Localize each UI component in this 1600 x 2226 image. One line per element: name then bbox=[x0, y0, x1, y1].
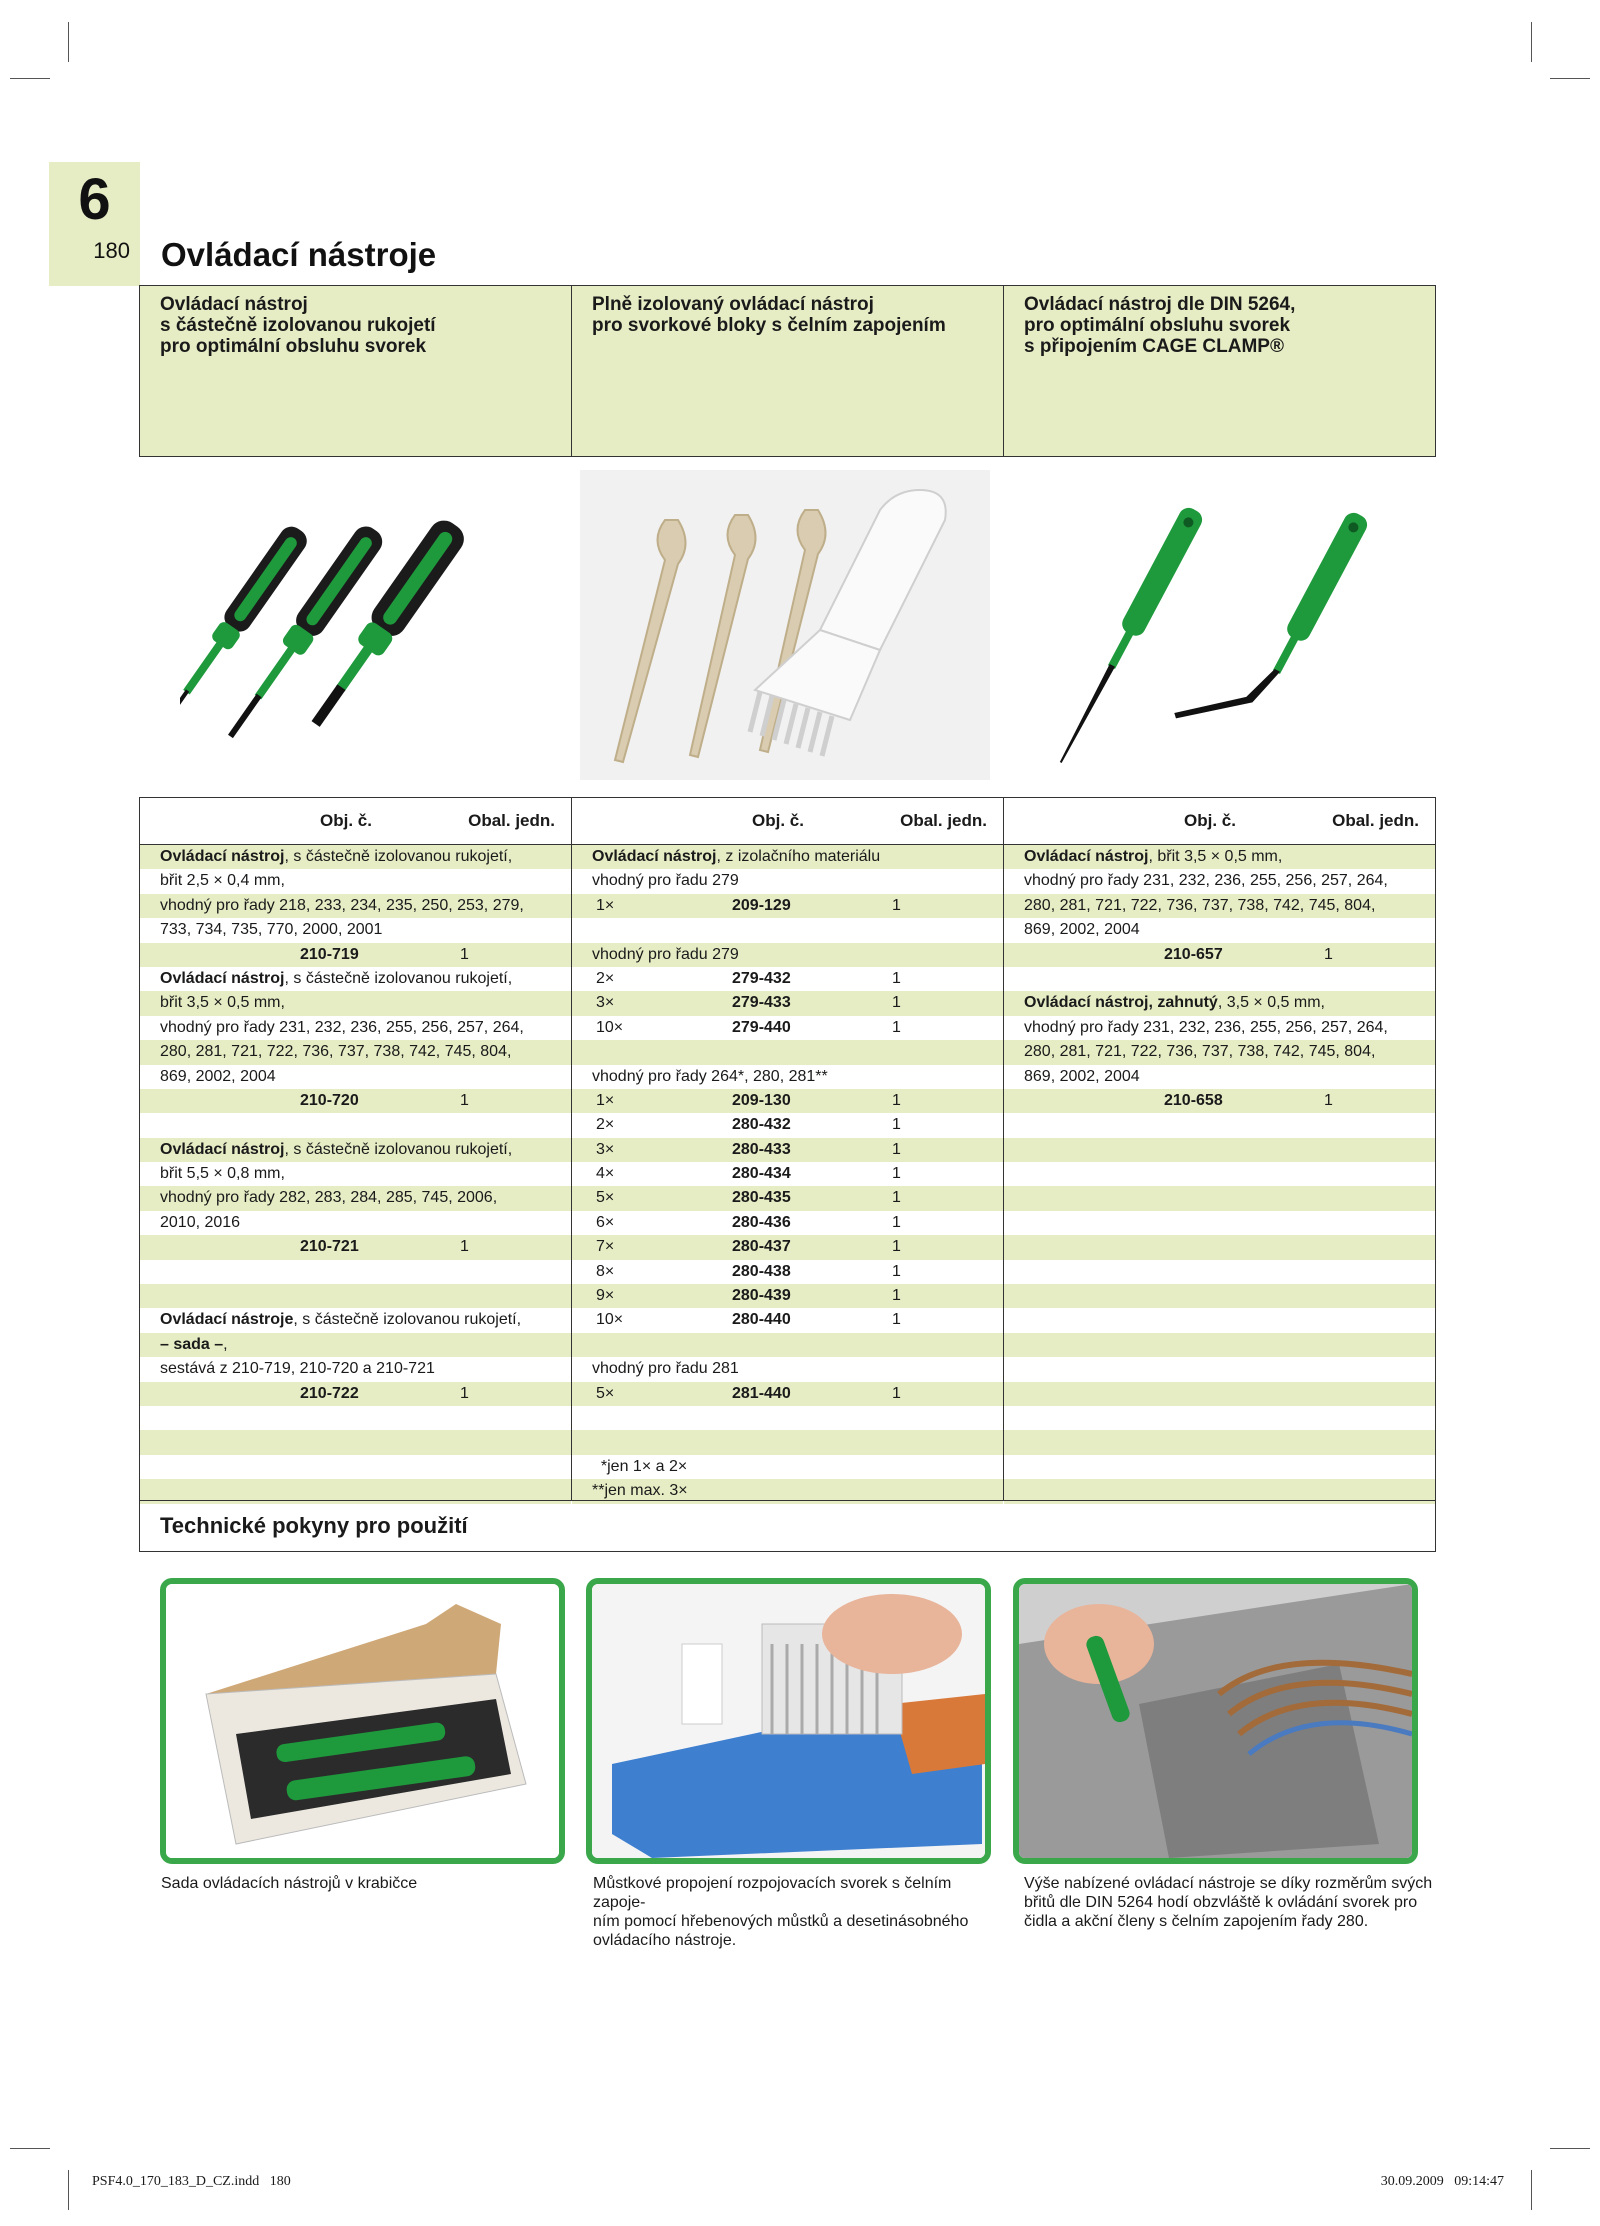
header-text: Ovládací nástroj dle DIN 5264, pro optimální obsluhu svorek s připojením CAGE CLAMP® bbox=[1024, 294, 1296, 357]
table-row bbox=[140, 845, 571, 869]
order-number: 280-438 bbox=[732, 1262, 791, 1280]
photo-comb-bridge bbox=[586, 1578, 991, 1864]
table-row bbox=[140, 1260, 571, 1284]
order-number: 210-657 bbox=[1164, 945, 1223, 963]
tool-box-illustration bbox=[166, 1584, 559, 1858]
table-row bbox=[1004, 1186, 1435, 1210]
pack-unit: 1 bbox=[892, 1384, 901, 1402]
pack-unit: 1 bbox=[460, 1384, 469, 1402]
table-row bbox=[140, 869, 571, 893]
table-row bbox=[572, 1308, 1003, 1332]
item-name: Ovládací nástroj, zahnutý bbox=[1024, 994, 1218, 1012]
item-name: Ovládací nástroj bbox=[160, 969, 285, 987]
pack-unit: 1 bbox=[1324, 1091, 1333, 1109]
table-row bbox=[140, 894, 571, 918]
pack-unit: 1 bbox=[892, 1311, 901, 1329]
table-row bbox=[1004, 918, 1435, 942]
item-description: 869, 2002, 2004 bbox=[160, 1067, 276, 1085]
item-description: vhodný pro řady 231, 232, 236, 255, 256, 257, 264, bbox=[1024, 872, 1388, 890]
pack-unit: 1 bbox=[892, 1213, 901, 1231]
table-row bbox=[572, 1089, 1003, 1113]
table-row bbox=[572, 1235, 1003, 1259]
table-row bbox=[1004, 1382, 1435, 1406]
table-row bbox=[1004, 1211, 1435, 1235]
column-header bbox=[572, 798, 1003, 845]
table-row bbox=[140, 1382, 571, 1406]
table-row bbox=[572, 1186, 1003, 1210]
header-col-2 bbox=[572, 286, 1004, 456]
pack-unit: 1 bbox=[892, 1238, 901, 1256]
photo-tool-box bbox=[160, 1578, 565, 1864]
item-description: 280, 281, 721, 722, 736, 737, 738, 742, 745, 804, bbox=[160, 1043, 512, 1061]
item-description: , s částečně izolovanou rukojetí, bbox=[293, 1311, 522, 1329]
table-row bbox=[1004, 1016, 1435, 1040]
item-description: *jen 1× a 2× bbox=[592, 1457, 688, 1475]
photo-din-terminal bbox=[1013, 1578, 1418, 1864]
quantity: 7× bbox=[596, 1238, 615, 1256]
table-row bbox=[140, 967, 571, 991]
item-name: – sada – bbox=[160, 1335, 224, 1353]
table-row bbox=[572, 1382, 1003, 1406]
pack-unit: 1 bbox=[892, 1018, 901, 1036]
order-number: 279-433 bbox=[732, 994, 791, 1012]
item-description: vhodný pro řady 264*, 280, 281** bbox=[592, 1067, 828, 1085]
item-description: vhodný pro řady 282, 283, 284, 285, 745, 2006, bbox=[160, 1189, 498, 1207]
item-description: břit 2,5 × 0,4 mm, bbox=[160, 872, 285, 890]
crop-mark bbox=[1531, 22, 1532, 62]
item-description: , z izolačního materiálu bbox=[716, 848, 881, 865]
item-description: , 3,5 × 0,5 mm, bbox=[1217, 994, 1325, 1012]
order-number: 280-437 bbox=[732, 1238, 791, 1256]
header-col-1 bbox=[140, 286, 572, 456]
quantity: 3× bbox=[596, 1140, 615, 1158]
table-row bbox=[572, 1113, 1003, 1137]
order-number: 210-721 bbox=[300, 1238, 359, 1256]
quantity: 5× bbox=[596, 1189, 615, 1207]
obal-header: Obal. jedn. bbox=[900, 811, 987, 830]
table-row bbox=[140, 1308, 571, 1332]
table-row bbox=[140, 943, 571, 967]
table-row bbox=[140, 1235, 571, 1259]
pack-unit: 1 bbox=[892, 994, 901, 1012]
order-number: 279-440 bbox=[732, 1018, 791, 1036]
table-row bbox=[1004, 1162, 1435, 1186]
item-description: **jen max. 3× bbox=[592, 1482, 688, 1500]
table-row bbox=[572, 991, 1003, 1015]
obj-header: Obj. č. bbox=[1184, 811, 1236, 830]
item-name: Ovládací nástroj bbox=[160, 1140, 285, 1158]
table-row bbox=[1004, 1308, 1435, 1332]
terminal-block-illustration bbox=[592, 1584, 985, 1858]
table-row bbox=[1004, 1065, 1435, 1089]
item-description: , s částečně izolovanou rukojetí, bbox=[284, 969, 513, 987]
quantity: 5× bbox=[596, 1384, 615, 1402]
table-row bbox=[572, 1211, 1003, 1235]
item-description: , bbox=[223, 1335, 228, 1353]
item-description: , břit 3,5 × 0,5 mm, bbox=[1148, 848, 1283, 865]
table-row bbox=[1004, 1113, 1435, 1137]
table-col-3 bbox=[1004, 798, 1435, 1500]
order-number: 279-432 bbox=[732, 969, 791, 987]
quantity: 1× bbox=[596, 896, 615, 914]
obj-header: Obj. č. bbox=[320, 811, 372, 830]
table-row bbox=[1004, 1333, 1435, 1357]
table-row bbox=[572, 967, 1003, 991]
table-row bbox=[572, 1430, 1003, 1454]
crop-mark bbox=[1531, 2170, 1532, 2210]
table-row bbox=[140, 1333, 571, 1357]
table-row bbox=[1004, 869, 1435, 893]
item-description: vhodný pro řady 231, 232, 236, 255, 256, 257, 264, bbox=[1024, 1018, 1388, 1036]
table-row bbox=[1004, 967, 1435, 991]
caption-1: Sada ovládacích nástrojů v krabičce bbox=[161, 1875, 418, 1892]
item-description: břit 3,5 × 0,5 mm, bbox=[160, 994, 285, 1012]
table-row bbox=[1004, 1357, 1435, 1381]
item-name: Ovládací nástroj bbox=[592, 848, 717, 865]
quantity: 8× bbox=[596, 1262, 615, 1280]
table-row bbox=[140, 1162, 571, 1186]
item-name: Ovládací nástroj bbox=[160, 848, 285, 865]
quantity: 1× bbox=[596, 1091, 615, 1109]
quantity: 4× bbox=[596, 1165, 615, 1183]
obal-header: Obal. jedn. bbox=[1332, 811, 1419, 830]
order-number: 280-435 bbox=[732, 1189, 791, 1207]
table-row bbox=[140, 918, 571, 942]
order-number: 210-658 bbox=[1164, 1091, 1223, 1109]
table-row bbox=[572, 1260, 1003, 1284]
obj-header: Obj. č. bbox=[752, 811, 804, 830]
table-row bbox=[572, 1357, 1003, 1381]
table-row bbox=[140, 1113, 571, 1137]
table-row bbox=[140, 1284, 571, 1308]
table-row bbox=[140, 1040, 571, 1064]
table-row bbox=[1004, 894, 1435, 918]
din-terminal-illustration bbox=[1019, 1584, 1412, 1858]
order-number: 280-439 bbox=[732, 1287, 791, 1305]
column-header bbox=[140, 798, 571, 845]
table-row bbox=[1004, 1138, 1435, 1162]
item-name: Ovládací nástroj bbox=[1024, 848, 1149, 865]
item-description: , s částečně izolovanou rukojetí, bbox=[284, 1140, 513, 1158]
table-row bbox=[140, 1016, 571, 1040]
table-row bbox=[1004, 1430, 1435, 1454]
order-number: 280-433 bbox=[732, 1140, 791, 1158]
table-row bbox=[140, 1357, 571, 1381]
chapter-number: 6 bbox=[78, 167, 111, 232]
order-number: 280-436 bbox=[732, 1213, 791, 1231]
insulated-tools-image bbox=[580, 470, 990, 780]
table-row bbox=[572, 918, 1003, 942]
table-row bbox=[1004, 1260, 1435, 1284]
crop-mark bbox=[10, 78, 50, 79]
header-col-3 bbox=[1004, 286, 1435, 456]
table-row bbox=[572, 1284, 1003, 1308]
table-row bbox=[1004, 943, 1435, 967]
item-description: sestává z 210-719, 210-720 a 210-721 bbox=[160, 1360, 435, 1378]
item-description: 869, 2002, 2004 bbox=[1024, 921, 1140, 939]
table-col-2 bbox=[572, 798, 1004, 1500]
header-text: Ovládací nástroj s částečně izolovanou rukojetí pro optimální obsluhu svorek bbox=[160, 294, 436, 357]
pack-unit: 1 bbox=[460, 1238, 469, 1256]
table-row bbox=[140, 1406, 571, 1430]
order-number: 281-440 bbox=[732, 1384, 791, 1402]
table-rows bbox=[1004, 845, 1435, 1504]
table-row bbox=[572, 1040, 1003, 1064]
crop-mark bbox=[10, 2148, 50, 2149]
pack-unit: 1 bbox=[892, 1116, 901, 1134]
pack-unit: 1 bbox=[892, 1091, 901, 1109]
table-row bbox=[572, 943, 1003, 967]
table-row bbox=[572, 845, 1003, 869]
item-description: vhodný pro řadu 281 bbox=[592, 1360, 739, 1378]
table-row bbox=[1004, 1040, 1435, 1064]
crop-mark bbox=[68, 22, 69, 62]
table-row bbox=[1004, 1284, 1435, 1308]
quantity: 10× bbox=[596, 1018, 624, 1036]
pack-unit: 1 bbox=[892, 1165, 901, 1183]
item-description: 280, 281, 721, 722, 736, 737, 738, 742, 745, 804, bbox=[1024, 896, 1376, 914]
table-row bbox=[140, 1089, 571, 1113]
item-description: 280, 281, 721, 722, 736, 737, 738, 742, 745, 804, bbox=[1024, 1043, 1376, 1061]
tech-notes-title: Technické pokyny pro použití bbox=[160, 1513, 468, 1538]
table-row bbox=[140, 1138, 571, 1162]
table-row bbox=[572, 1333, 1003, 1357]
order-number: 280-432 bbox=[732, 1116, 791, 1134]
quantity: 3× bbox=[596, 994, 615, 1012]
item-description: vhodný pro řady 231, 232, 236, 255, 256, 257, 264, bbox=[160, 1018, 524, 1036]
product-header-box bbox=[139, 285, 1436, 457]
table-row bbox=[140, 1186, 571, 1210]
pack-unit: 1 bbox=[892, 969, 901, 987]
table-row bbox=[572, 1065, 1003, 1089]
order-number: 210-719 bbox=[300, 945, 359, 963]
quantity: 6× bbox=[596, 1213, 615, 1231]
order-number: 209-130 bbox=[732, 1091, 791, 1109]
table-row bbox=[140, 1455, 571, 1479]
footer-file-info: PSF4.0_170_183_D_CZ.indd 180 bbox=[92, 2174, 291, 2189]
table-row bbox=[1004, 845, 1435, 869]
pack-unit: 1 bbox=[892, 1140, 901, 1158]
table-row bbox=[140, 1065, 571, 1089]
table-row bbox=[572, 1138, 1003, 1162]
order-number: 210-720 bbox=[300, 1091, 359, 1109]
obal-header: Obal. jedn. bbox=[468, 811, 555, 830]
table-row bbox=[140, 1211, 571, 1235]
table-row bbox=[572, 1162, 1003, 1186]
order-number: 280-434 bbox=[732, 1165, 791, 1183]
item-description: vhodný pro řady 218, 233, 234, 235, 250, 253, 279, bbox=[160, 896, 524, 914]
table-rows bbox=[140, 845, 571, 1504]
bent-screwdriver-icon bbox=[1172, 482, 1370, 756]
order-number: 210-722 bbox=[300, 1384, 359, 1402]
crop-mark bbox=[1550, 2148, 1590, 2149]
table-row bbox=[1004, 1455, 1435, 1479]
pack-unit: 1 bbox=[892, 1189, 901, 1207]
din-tools-image bbox=[1030, 470, 1410, 780]
item-description: 869, 2002, 2004 bbox=[1024, 1067, 1140, 1085]
table-row bbox=[140, 991, 571, 1015]
table-row bbox=[1004, 1235, 1435, 1259]
item-description: , s částečně izolovanou rukojetí, bbox=[284, 848, 513, 865]
item-description: břit 5,5 × 0,8 mm, bbox=[160, 1165, 285, 1183]
item-description: vhodný pro řadu 279 bbox=[592, 945, 739, 963]
item-description: 2010, 2016 bbox=[160, 1213, 241, 1231]
quantity: 2× bbox=[596, 969, 615, 987]
screwdriver-icon bbox=[1050, 504, 1205, 768]
chapter-tab bbox=[49, 162, 140, 286]
tech-notes-heading bbox=[140, 1500, 1435, 1551]
table-row bbox=[572, 1455, 1003, 1479]
table-row bbox=[572, 1406, 1003, 1430]
table-row bbox=[572, 869, 1003, 893]
caption-2: Můstkové propojení rozpojovacích svorek s čelním zapoje- ním pomocí hřebenových můstků a desetinásobného ovládacího nástroje. bbox=[593, 1875, 969, 1949]
quantity: 10× bbox=[596, 1311, 624, 1329]
table-rows bbox=[572, 845, 1003, 1504]
order-number: 209-129 bbox=[732, 896, 791, 914]
product-table bbox=[139, 797, 1436, 1552]
footer-timestamp: 30.09.2009 09:14:47 bbox=[1380, 2174, 1504, 2189]
page-title: Ovládací nástroje bbox=[161, 236, 437, 273]
table-row bbox=[572, 894, 1003, 918]
table-row bbox=[1004, 991, 1435, 1015]
crop-mark bbox=[1550, 78, 1590, 79]
header-text: Plně izolovaný ovládací nástroj pro svorkové bloky s čelním zapojením bbox=[592, 294, 946, 336]
crop-mark bbox=[68, 2170, 69, 2210]
pack-unit: 1 bbox=[1324, 945, 1333, 963]
item-description: 733, 734, 735, 770, 2000, 2001 bbox=[160, 921, 383, 939]
table-row bbox=[572, 1016, 1003, 1040]
table-row bbox=[1004, 1089, 1435, 1113]
order-number: 280-440 bbox=[732, 1311, 791, 1329]
pack-unit: 1 bbox=[460, 945, 469, 963]
quantity: 9× bbox=[596, 1287, 615, 1305]
item-name: Ovládací nástroje bbox=[160, 1311, 294, 1329]
quantity: 2× bbox=[596, 1116, 615, 1134]
pack-unit: 1 bbox=[460, 1091, 469, 1109]
pack-unit: 1 bbox=[892, 1287, 901, 1305]
table-row bbox=[140, 1430, 571, 1454]
pack-unit: 1 bbox=[892, 896, 901, 914]
table-col-1 bbox=[140, 798, 572, 1500]
item-description: vhodný pro řadu 279 bbox=[592, 872, 739, 890]
pack-unit: 1 bbox=[892, 1262, 901, 1280]
caption-3: Výše nabízené ovládací nástroje se díky rozměrům svých břitů dle DIN 5264 hodí obzvláště k ovládání svorek pro čidla a akční členy s čelním zapojením řady 280. bbox=[1024, 1875, 1433, 1930]
column-header bbox=[1004, 798, 1435, 845]
page-number: 180 bbox=[93, 238, 130, 263]
table-row bbox=[1004, 1406, 1435, 1430]
screwdriver-set-image bbox=[180, 470, 530, 780]
